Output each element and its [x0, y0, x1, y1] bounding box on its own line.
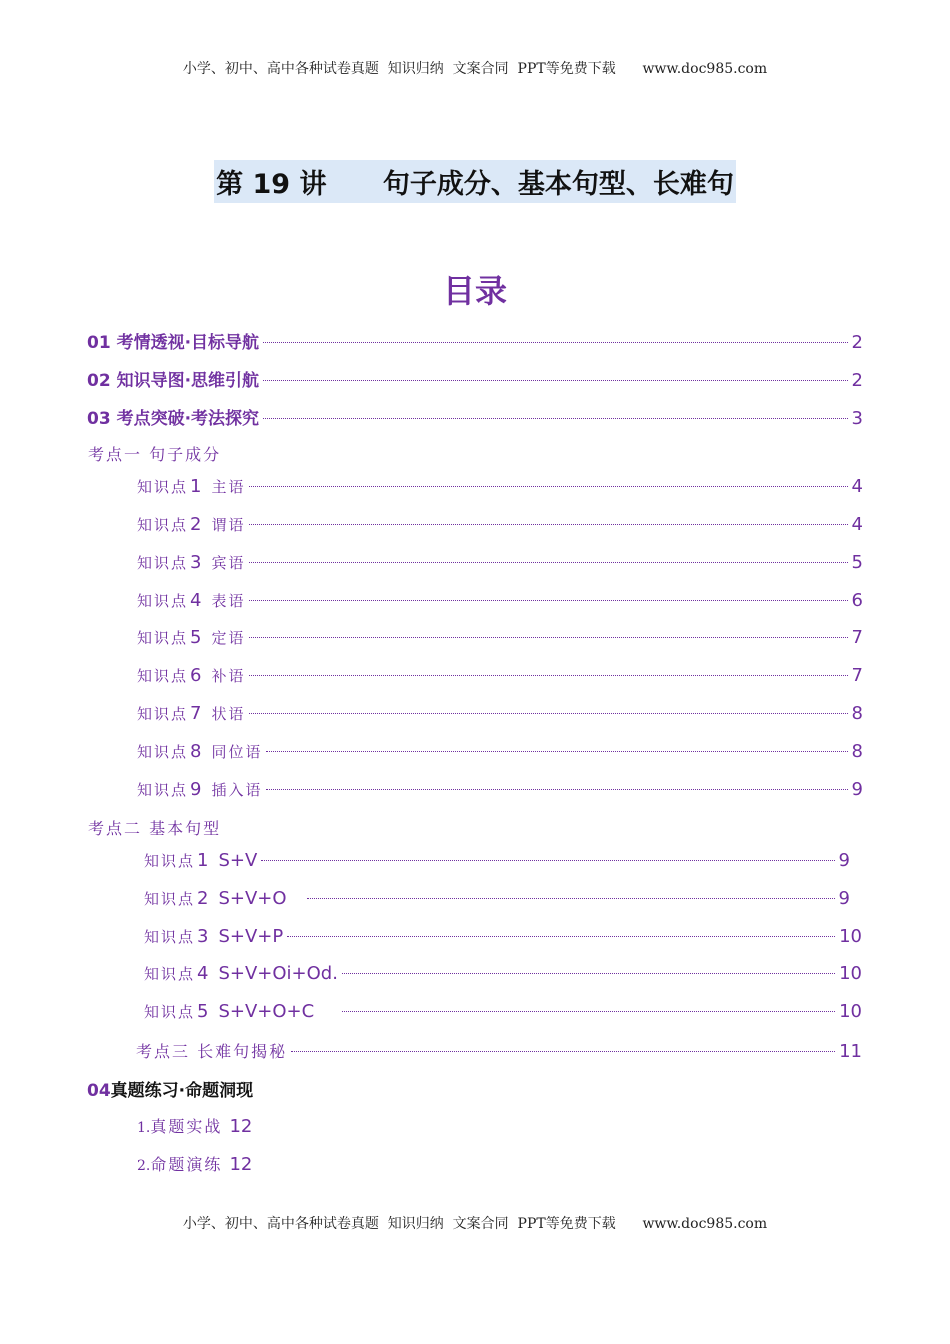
knowledge-point-label: 知识点: [137, 478, 189, 496]
dot-leader: [249, 562, 847, 563]
knowledge-point-number: 3: [197, 926, 209, 947]
toc-entry-kaodian1-item-6[interactable]: [137, 665, 863, 689]
toc-entry-kaodian1-item-9[interactable]: [137, 779, 863, 803]
knowledge-point-number: 4: [197, 963, 209, 984]
dot-leader: [249, 524, 847, 525]
toc-entry-kaodian2-item-1[interactable]: [144, 850, 850, 874]
knowledge-point-topic: 谓语: [211, 516, 246, 534]
toc-entry-kaodian1-item-5[interactable]: [137, 627, 863, 651]
knowledge-point-label: 知识点: [137, 667, 189, 685]
dot-leader: [249, 713, 847, 714]
dot-leader: [263, 342, 848, 343]
knowledge-point-number: 4: [190, 590, 202, 611]
toc-page-number: 2: [851, 332, 863, 353]
toc-page-number: 10: [839, 926, 862, 947]
list-index: 1.: [137, 1120, 151, 1136]
toc-page-number: 12: [229, 1154, 253, 1175]
toc-entry-label: 真题实战: [150, 1117, 223, 1136]
toc-page-number: 9: [851, 779, 863, 800]
toc-page-number: 10: [839, 1001, 862, 1022]
toc-entry-section-01[interactable]: [87, 328, 863, 352]
toc-entry-label: 真题练习·命题洞现: [110, 1081, 254, 1101]
knowledge-point-label: 知识点: [144, 890, 196, 908]
knowledge-point-topic: 同位语: [211, 743, 263, 761]
toc-entry-kaodian1-item-8[interactable]: [137, 741, 863, 765]
knowledge-point-topic: S+V+P: [218, 926, 284, 947]
toc-entry-label: 02 知识导图·思维引航: [87, 371, 260, 391]
toc-entry-kaodian1-item-4[interactable]: [137, 590, 863, 614]
dot-leader: [263, 418, 848, 419]
toc-entry-kaodian-2[interactable]: [88, 816, 221, 840]
knowledge-point-topic: 补语: [211, 667, 246, 685]
toc-entry-section-03[interactable]: [87, 404, 863, 428]
toc-page-number: 5: [851, 552, 863, 573]
knowledge-point-label: 知识点: [137, 629, 189, 647]
knowledge-point-label: 知识点: [144, 965, 196, 983]
toc-entry-kaodian2-item-2[interactable]: [144, 888, 850, 912]
dot-leader: [266, 789, 847, 790]
toc-entry-kaodian1-item-3[interactable]: [137, 552, 863, 576]
toc-page-number: 11: [839, 1041, 862, 1062]
list-index: 2.: [137, 1158, 151, 1174]
lecture-title: [0, 160, 950, 203]
toc-entry-label: 03 考点突破·考法探究: [87, 409, 260, 429]
toc-entry-kaodian-1[interactable]: [88, 442, 221, 466]
toc-entry-kaodian2-item-4[interactable]: [144, 963, 862, 987]
toc-entry-label: 考点三 长难句揭秘: [136, 1042, 288, 1061]
dot-leader: [307, 898, 835, 899]
knowledge-point-number: 2: [190, 514, 202, 535]
toc-page-number: 9: [838, 888, 850, 909]
knowledge-point-number: 5: [190, 627, 202, 648]
toc-entry-section-04[interactable]: [87, 1076, 863, 1100]
toc-entry-practice-2[interactable]: [137, 1152, 252, 1175]
knowledge-point-topic: 表语: [211, 592, 246, 610]
knowledge-point-topic: 定语: [211, 629, 246, 647]
toc-heading: 目录: [442, 272, 507, 310]
toc-page-number: 7: [851, 665, 863, 686]
toc-entry-section-02[interactable]: [87, 366, 863, 390]
knowledge-point-topic: S+V+Oi+Od.: [218, 963, 338, 984]
toc-entry-kaodian2-item-3[interactable]: [144, 926, 862, 950]
toc-page-number: 2: [851, 370, 863, 391]
toc-page-number: 6: [851, 590, 863, 611]
knowledge-point-number: 1: [190, 476, 202, 497]
knowledge-point-number: 9: [190, 779, 202, 800]
toc-page-number: 12: [229, 1116, 253, 1137]
page-footer-banner: 小学、初中、高中各种试卷真题 知识归纳 文案合同 PPT等免费下载 www.doc985.com: [182, 1216, 768, 1232]
lecture-title-text: 第 19 讲 句子成分、基本句型、长难句: [214, 160, 736, 203]
toc-entry-kaodian1-item-1[interactable]: [137, 476, 863, 500]
toc-page-number: 9: [838, 850, 850, 871]
knowledge-point-topic: S+V: [218, 850, 258, 871]
dot-leader: [266, 751, 847, 752]
dot-leader: [249, 675, 847, 676]
toc-entry-practice-1[interactable]: [137, 1114, 252, 1137]
knowledge-point-topic: 主语: [211, 478, 246, 496]
dot-leader: [263, 380, 848, 381]
dot-leader: [342, 1011, 835, 1012]
knowledge-point-label: 知识点: [137, 516, 189, 534]
toc-entry-kaodian2-item-5[interactable]: [144, 1001, 862, 1025]
toc-entry-kaodian1-item-7[interactable]: [137, 703, 863, 727]
toc-page-number: 8: [851, 703, 863, 724]
knowledge-point-label: 知识点: [137, 554, 189, 572]
knowledge-point-number: 7: [190, 703, 202, 724]
toc-entry-label: 命题演练: [150, 1155, 223, 1174]
dot-leader: [287, 936, 835, 937]
knowledge-point-label: 知识点: [137, 743, 189, 761]
knowledge-point-label: 知识点: [137, 705, 189, 723]
toc-entry-label: 考点二 基本句型: [88, 819, 222, 838]
toc-entry-kaodian1-item-2[interactable]: [137, 514, 863, 538]
page-header-banner: 小学、初中、高中各种试卷真题 知识归纳 文案合同 PPT等免费下载 www.doc985.com: [182, 61, 768, 77]
toc-entry-label: 考点一 句子成分: [88, 445, 222, 464]
dot-leader: [249, 486, 847, 487]
toc-entry-label: 01 考情透视·目标导航: [87, 333, 260, 353]
knowledge-point-label: 知识点: [137, 592, 189, 610]
knowledge-point-number: 5: [197, 1001, 209, 1022]
knowledge-point-number: 1: [197, 850, 209, 871]
dot-leader: [291, 1051, 835, 1052]
knowledge-point-label: 知识点: [137, 781, 189, 799]
knowledge-point-label: 知识点: [144, 928, 196, 946]
knowledge-point-number: 6: [190, 665, 202, 686]
toc-entry-kaodian-3[interactable]: [136, 1039, 862, 1063]
dot-leader: [249, 637, 847, 638]
knowledge-point-topic: S+V+O: [218, 888, 287, 909]
knowledge-point-number: 8: [190, 741, 202, 762]
knowledge-point-label: 知识点: [144, 1003, 196, 1021]
toc-page-number: 4: [851, 514, 863, 535]
knowledge-point-topic: 插入语: [211, 781, 263, 799]
toc-page-number: 8: [851, 741, 863, 762]
dot-leader: [261, 860, 834, 861]
dot-leader: [249, 600, 847, 601]
dot-leader: [342, 973, 835, 974]
toc-page-number: 10: [839, 963, 862, 984]
knowledge-point-topic: 状语: [211, 705, 246, 723]
toc-page-number: 7: [851, 627, 863, 648]
knowledge-point-number: 2: [197, 888, 209, 909]
knowledge-point-label: 知识点: [144, 852, 196, 870]
toc-page-number: 3: [851, 408, 863, 429]
knowledge-point-topic: S+V+O+C: [218, 1001, 315, 1022]
section-number: 04: [87, 1081, 111, 1101]
knowledge-point-topic: 宾语: [211, 554, 246, 572]
toc-page-number: 4: [851, 476, 863, 497]
knowledge-point-number: 3: [190, 552, 202, 573]
